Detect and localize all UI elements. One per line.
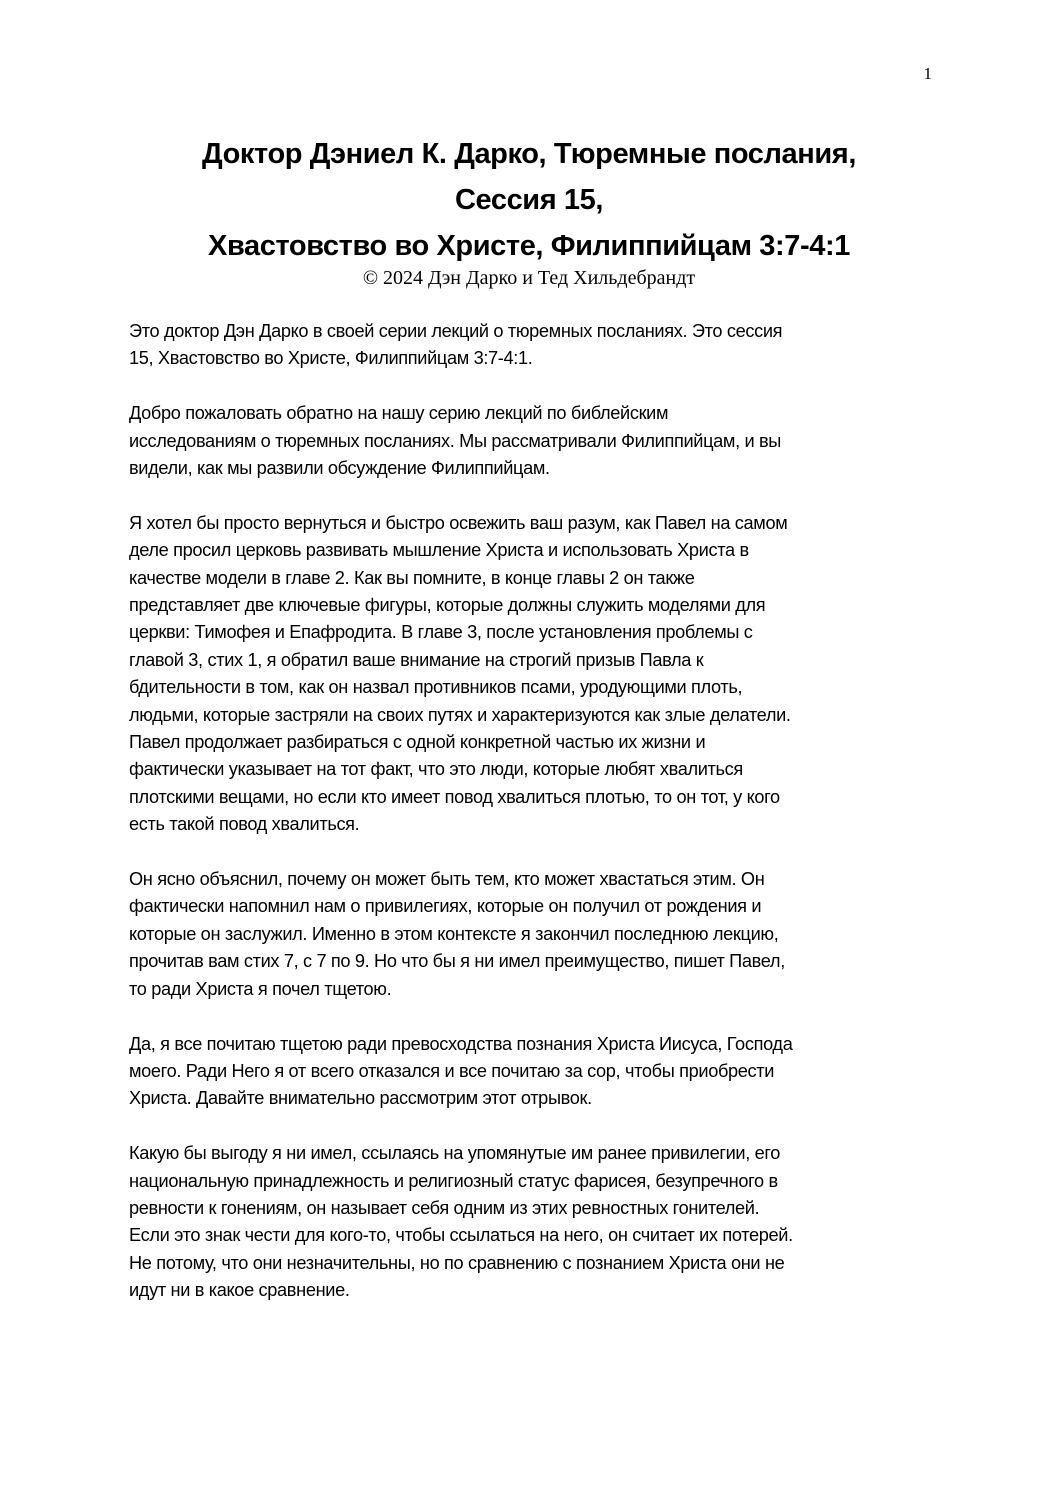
document-body: [129, 318, 949, 1332]
copyright-notice: © 2024 Дэн Дарко и Тед Хильдебрандт: [362, 267, 696, 289]
text-line: фактически указывает на тот факт, что это люди, которые любят хвалиться: [129, 759, 743, 780]
text-line: Он ясно объяснил, почему он может быть тем, кто может хвастаться этим. Он: [129, 869, 765, 890]
paragraph-1: [129, 318, 949, 373]
text-line: главой 3, стих 1, я обратил ваше внимание на строгий призыв Павла к: [129, 649, 704, 670]
text-line: идут ни в какое сравнение.: [129, 1280, 350, 1301]
text-line: Это доктор Дэн Дарко в своей серии лекций о тюремных посланиях. Это сессия: [129, 321, 783, 341]
text-line: прочитав вам стих 7, с 7 по 9. Но что бы я ни имел преимущество, пишет Павел,: [129, 951, 785, 972]
paragraph-6: [129, 1140, 949, 1304]
text-line: Павел продолжает разбираться с одной конкретной частью их жизни и: [129, 732, 706, 753]
text-line: людьми, которые застряли на своих путях и характеризуются как злые делатели.: [129, 704, 791, 725]
text-line: есть такой повод хвалиться.: [129, 814, 360, 835]
text-line: бдительности в том, как он назвал противников псами, уродующими плоть,: [129, 677, 743, 698]
text-line: Какую бы выгоду я ни имел, ссылаясь на упомянутые им ранее привилегии, его: [129, 1143, 781, 1164]
text-line: фактически напомнил нам о привилегиях, которые он получил от рождения и: [129, 896, 762, 917]
text-line: Добро пожаловать обратно на нашу серию лекций по библейским: [129, 403, 669, 424]
paragraph-2: [129, 400, 949, 482]
paragraph-4: [129, 866, 949, 1003]
text-line: видели, как мы развили обсуждение Филиппийцам.: [129, 458, 550, 479]
text-line: которые он заслужил. Именно в этом контексте я закончил последнюю лекцию,: [129, 923, 779, 944]
text-line: Не потому, что они незначительны, но по сравнению с познанием Христа они не: [129, 1252, 785, 1273]
text-line: Христа. Давайте внимательно рассмотрим этот отрывок.: [129, 1088, 592, 1109]
text-line: Да, я все почитаю тщетою ради превосходства познания Христа Иисуса, Господа: [129, 1033, 793, 1054]
title-line-2: Сессия 15,: [454, 184, 604, 216]
title-line-1: Доктор Дэниел К. Дарко, Тюремные послания,: [202, 138, 856, 170]
text-line: церкви: Тимофея и Епафродита. В главе 3, после установления проблемы с: [129, 622, 753, 643]
title-line-3: Хвастовство во Христе, Филиппийцам 3:7-4:1: [208, 230, 850, 262]
text-line: исследованиям о тюремных посланиях. Мы рассматривали Филиппийцам, и вы: [129, 430, 782, 451]
text-line: качестве модели в главе 2. Как вы помните, в конце главы 2 он также: [129, 567, 695, 588]
text-line: плотскими вещами, но если кто имеет повод хвалиться плотью, то он тот, у кого: [129, 786, 780, 807]
text-line: национальную принадлежность и религиозный статус фарисея, безупречного в: [129, 1170, 778, 1191]
paragraph-3: [129, 510, 949, 839]
text-line: моего. Ради Него я от всего отказался и все почитаю за сор, чтобы приобрести: [129, 1060, 775, 1081]
text-line: 15, Хвастовство во Христе, Филиппийцам 3:7-4:1.: [129, 348, 533, 369]
text-line: то ради Христа я почел тщетою.: [129, 978, 392, 999]
text-line: Если это знак чести для кого-то, чтобы ссылаться на него, он считает их потерей.: [129, 1225, 793, 1246]
page-number: 1: [923, 64, 932, 83]
text-line: ревности к гонениям, он называет себя одним из этих ревностных гонителей.: [129, 1197, 760, 1218]
text-line: представляет две ключевые фигуры, которые должны служить моделями для: [129, 595, 766, 616]
text-line: Я хотел бы просто вернуться и быстро освежить ваш разум, как Павел на самом: [129, 512, 788, 533]
text-line: деле просил церковь развивать мышление Христа и использовать Христа в: [129, 540, 749, 561]
paragraph-5: [129, 1031, 949, 1113]
document-header: [0, 131, 1058, 291]
